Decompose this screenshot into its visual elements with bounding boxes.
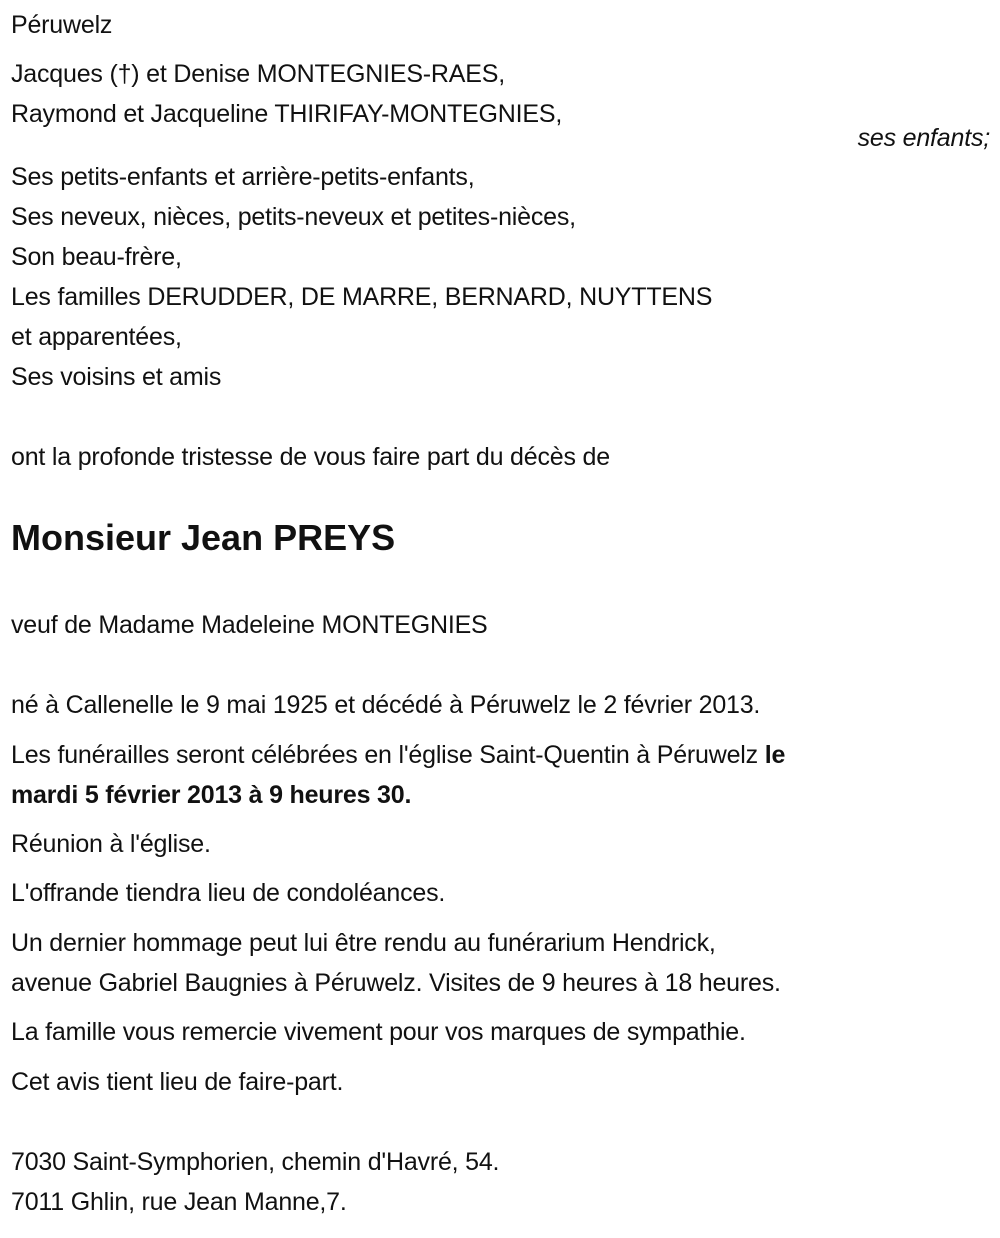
address-line: 7030 Saint-Symphorien, chemin d'Havré, 54. xyxy=(11,1148,500,1176)
gathering-info: Réunion à l'église. xyxy=(11,830,211,858)
offering-info: L'offrande tiendra lieu de condoléances. xyxy=(11,879,446,907)
tribute-info: Un dernier hommage peut lui être rendu au funérarium Hendrick, xyxy=(11,929,716,957)
family-line: Ses petits-enfants et arrière-petits-enfants, xyxy=(11,163,475,191)
family-line: Ses neveux, nièces, petits-neveux et petites-nièces, xyxy=(11,203,576,231)
announcement-intro: ont la profonde tristesse de vous faire part du décès de xyxy=(11,443,610,471)
children-line: Jacques (†) et Denise MONTEGNIES-RAES, xyxy=(11,60,505,88)
thanks-message: La famille vous remercie vivement pour vos marques de sympathie. xyxy=(11,1018,746,1046)
funeral-date-time: mardi 5 février 2013 à 9 heures 30. xyxy=(11,781,412,809)
city-header: Péruwelz xyxy=(11,11,113,39)
tribute-info: avenue Gabriel Baugnies à Péruwelz. Visites de 9 heures à 18 heures. xyxy=(11,969,781,997)
funeral-date-start: le xyxy=(764,741,786,769)
funeral-date xyxy=(11,780,411,810)
family-line: Ses voisins et amis xyxy=(11,363,222,391)
deceased-name: Monsieur Jean PREYS xyxy=(11,517,396,558)
birth-death-info: né à Callenelle le 9 mai 1925 et décédé à Péruwelz le 2 février 2013. xyxy=(11,691,761,719)
address-line: 7011 Ghlin, rue Jean Manne,7. xyxy=(11,1188,347,1216)
family-line: et apparentées, xyxy=(11,323,182,351)
children-line: Raymond et Jacqueline THIRIFAY-MONTEGNIES, xyxy=(11,100,563,128)
funeral-text: Les funérailles seront célébrées en l'église Saint-Quentin à Péruwelz xyxy=(11,741,765,769)
family-line: Son beau-frère, xyxy=(11,243,182,271)
children-relation-label: ses enfants; xyxy=(857,124,990,152)
family-line: Les familles DERUDDER, DE MARRE, BERNARD, NUYTTENS xyxy=(11,283,713,311)
notice-message: Cet avis tient lieu de faire-part. xyxy=(11,1068,344,1096)
funeral-info xyxy=(11,740,785,770)
widower-of: veuf de Madame Madeleine MONTEGNIES xyxy=(11,611,488,639)
